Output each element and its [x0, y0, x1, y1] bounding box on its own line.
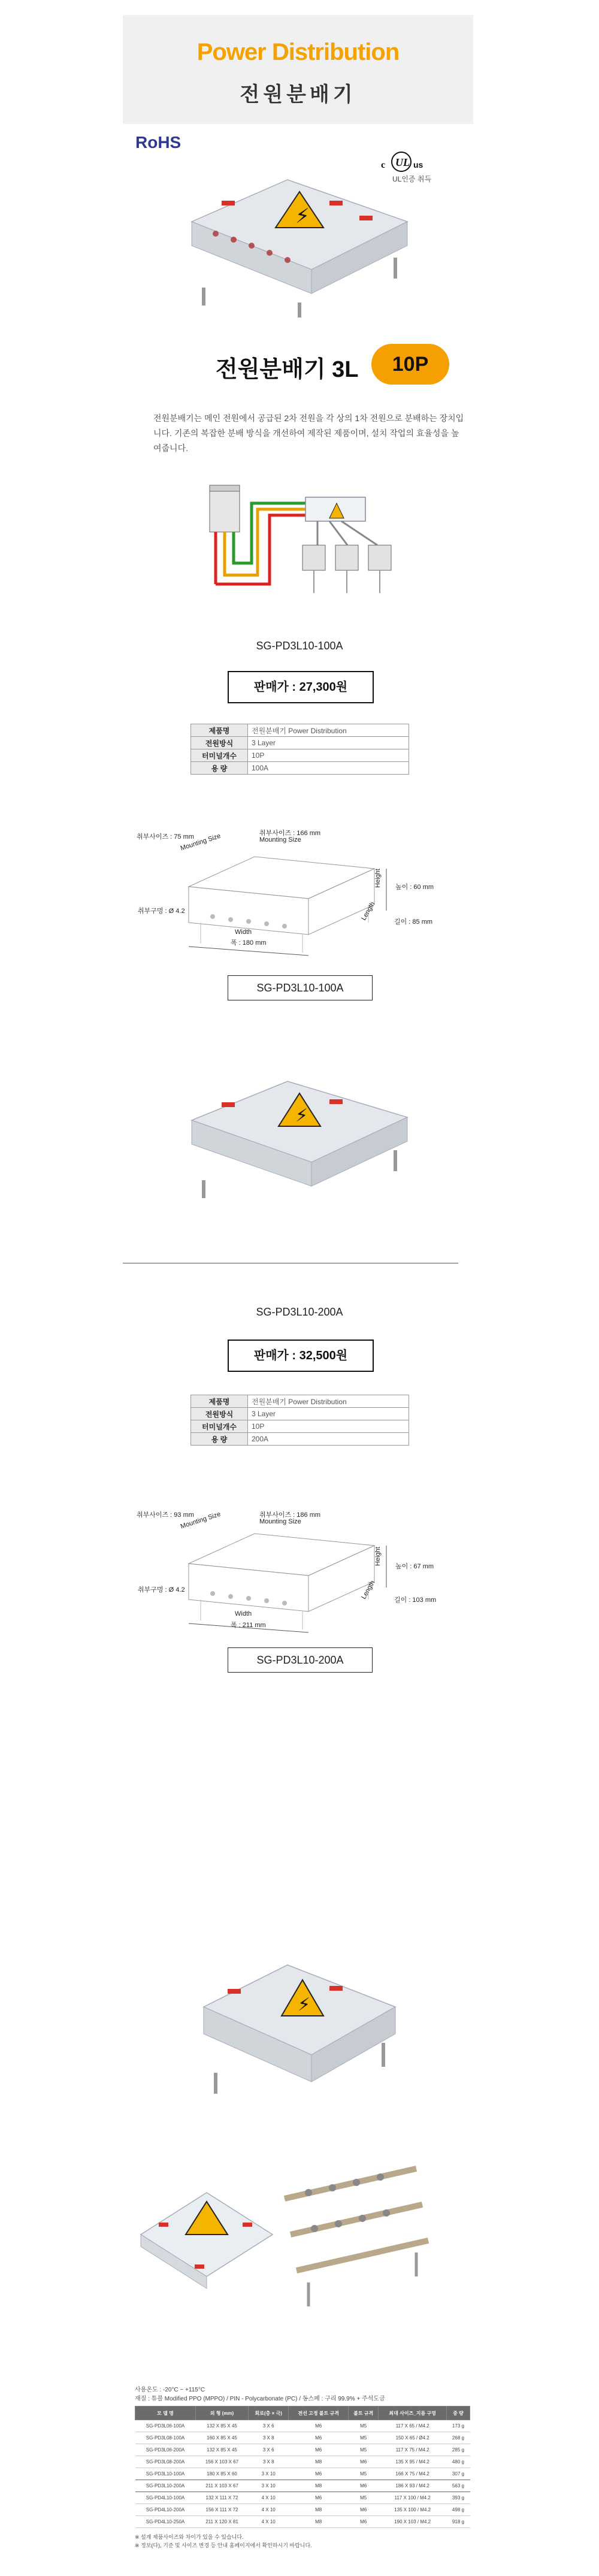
dim-width-en: Width: [235, 929, 252, 936]
table-row: [135, 2456, 470, 2468]
spec-row: [191, 1408, 409, 1420]
spec-value: 3 Layer: [248, 1408, 409, 1420]
cell: 3 X 8: [249, 2432, 289, 2444]
note-temp: 사용온도 : -20°C ~ +115°C: [135, 2387, 205, 2393]
cell: M6: [289, 2468, 349, 2480]
model1-price-label: 판매가: [253, 681, 289, 694]
dim-length-en: Length: [360, 900, 377, 922]
dim-mount-w: 취부사이즈 : 93 mm: [137, 1511, 194, 1519]
dim-width: 폭 : 180 mm: [231, 939, 267, 947]
dim-mount-l: 취부사이즈 : 186 mm: [259, 1511, 321, 1519]
spec-row: [191, 749, 409, 762]
cell: 117 X 75 / M4.2: [379, 2444, 447, 2456]
model1-spec-table: [190, 724, 409, 775]
svg-text:⚡: ⚡: [295, 1106, 308, 1126]
dim-mount-size: Mounting Size: [179, 832, 222, 852]
product-photo-hero: [180, 168, 419, 326]
spec-value: 전원분배기 Power Distribution: [248, 1395, 409, 1408]
dim-length: 길이 : 85 mm: [394, 918, 433, 926]
table-row-highlight: [135, 2468, 470, 2480]
cell: 132 X 111 X 72: [196, 2492, 249, 2504]
cell: 3 X 10: [249, 2468, 289, 2480]
dim-mount-size2: Mounting Size: [259, 836, 301, 843]
spec-key: 터미널개수: [191, 749, 248, 762]
cell: 132 X 85 X 45: [196, 2444, 249, 2456]
spec-value: 3 Layer: [248, 737, 409, 749]
spec-value: 200A: [248, 1433, 409, 1446]
dim-mount-size: Mounting Size: [179, 1510, 222, 1531]
cell: M6: [289, 2420, 349, 2432]
spec-key: 용 량: [191, 762, 248, 775]
cell: 180 X 85 X 60: [196, 2468, 249, 2480]
cell: 211 X 103 X 67: [196, 2480, 249, 2492]
cell: M8: [289, 2516, 349, 2528]
footnote-1: ※ 설계 제품사이즈와 차이가 있을 수 있습니다.: [135, 2534, 244, 2540]
dim-mount-w: 취부사이즈 : 75 mm: [137, 833, 194, 840]
col-header: 모 델 명: [135, 2406, 196, 2420]
dim-length: 길이 : 103 mm: [394, 1597, 437, 1604]
cell: 563 g: [446, 2480, 470, 2492]
spec-row: [191, 737, 409, 749]
spec-key: 제품명: [191, 724, 248, 737]
table-row: [135, 2444, 470, 2456]
cell: M6: [349, 2504, 379, 2516]
product-intro: 전원분배기는 메인 전원에서 공급된 2차 전원을 각 상의 1차 전원으로 분배하는 장치입니다. 기존의 복잡한 분배 방식을 개선하여 제작된 제품이며, 설치 작업의 효율성을 높여줍니다.: [153, 413, 464, 453]
cell: SG-PD3L08-200A: [135, 2456, 196, 2468]
cell: 135 X 100 / M4.2: [379, 2504, 447, 2516]
model1-price-box: [228, 671, 374, 703]
model2-spec-table: [190, 1395, 409, 1446]
cell: SG-PD3L10-200A: [135, 2480, 196, 2492]
table-row: [135, 2432, 470, 2444]
dim-hole: 취부구멍 : Ø 4.2: [138, 908, 185, 915]
cell: 3 X 6: [249, 2420, 289, 2432]
col-header: 최대 사이즈_지름 구멍: [379, 2406, 447, 2420]
table-row: [135, 2516, 470, 2528]
model-summary-table: [135, 2406, 470, 2528]
cell: M6: [289, 2492, 349, 2504]
cell: M8: [289, 2456, 349, 2468]
dim-mount-size2: Mounting Size: [259, 1518, 301, 1525]
col-header: 볼트 규격: [349, 2406, 379, 2420]
model2-price-box: [228, 1340, 374, 1372]
header-title-en: Power Distribution: [196, 39, 400, 65]
cell: 3 X 6: [249, 2444, 289, 2456]
model2-price-value: : 32,500원: [292, 1349, 348, 1362]
cell: M8: [289, 2504, 349, 2516]
spec-value: 100A: [248, 762, 409, 775]
cell: 4 X 10: [249, 2492, 289, 2504]
cell: 117 X 65 / M4.2: [379, 2420, 447, 2432]
cell: SG-PD4L10-100A: [135, 2492, 196, 2504]
cell: 190 X 103 / M4.2: [379, 2516, 447, 2528]
rohs-logo: RoHS: [135, 133, 181, 152]
svg-text:⚡: ⚡: [298, 1995, 311, 2015]
col-header: 전선 고정 볼트 규격: [289, 2406, 349, 2420]
spec-row: [191, 724, 409, 737]
cell: 918 g: [446, 2516, 470, 2528]
dim-width-en: Width: [235, 1610, 252, 1617]
cell: M8: [289, 2480, 349, 2492]
table-row-highlight: [135, 2480, 470, 2492]
cell: SG-PD4L10-250A: [135, 2516, 196, 2528]
cell: M6: [349, 2456, 379, 2468]
cell: 117 X 100 / M4.2: [379, 2492, 447, 2504]
cell: 156 X 111 X 72: [196, 2504, 249, 2516]
note-material: 재질 : 튜블 Modified PPO (MPPO) / PIN - Polycarbonate (PC) / 동스페 : 구리 99.9% + 주석도금: [135, 2396, 385, 2402]
spec-row: [191, 1395, 409, 1408]
cell: SG-PD3L06-100A: [135, 2420, 196, 2432]
dim-width: 폭 : 211 mm: [231, 1622, 266, 1629]
spec-key: 전원방식: [191, 737, 248, 749]
model2-sku-label: SG-PD3L10-200A: [228, 1647, 373, 1673]
spec-row: [191, 1420, 409, 1433]
header-title-ko: 전원분배기: [240, 83, 356, 106]
ul-c-mark: c: [381, 160, 386, 170]
cell: 160 X 85 X 45: [196, 2432, 249, 2444]
cell: 307 g: [446, 2468, 470, 2480]
cell: 166 X 75 / M4.2: [379, 2468, 447, 2480]
spec-value: 10P: [248, 749, 409, 762]
model2-sku-heading: SG-PD3L10-200A: [228, 1300, 371, 1324]
cell: 3 X 8: [249, 2456, 289, 2468]
ul-caption: UL인증 취득: [392, 175, 432, 183]
cell: M6: [349, 2480, 379, 2492]
cell: 211 X 120 X 81: [196, 2516, 249, 2528]
product-name: 전원분배기 3L: [216, 357, 359, 382]
footnote-2: ※ 정보(다), 기준 및 사이즈 변경 등 안내 홈페이지에서 확인하시기 바랍니다.: [135, 2542, 312, 2548]
svg-text:⚡: ⚡: [295, 205, 310, 228]
cell: M5: [349, 2468, 379, 2480]
cell: SG-PD3L08-100A: [135, 2432, 196, 2444]
spec-value: 전원분배기 Power Distribution: [248, 724, 409, 737]
cell: M5: [349, 2492, 379, 2504]
cell: M5: [349, 2444, 379, 2456]
cell: M5: [349, 2432, 379, 2444]
dim-length-en: Length: [360, 1579, 377, 1601]
cell: 135 X 95 / M4.2: [379, 2456, 447, 2468]
cell: M6: [289, 2432, 349, 2444]
spec-key: 전원방식: [191, 1408, 248, 1420]
cell: 132 X 85 X 45: [196, 2420, 249, 2432]
cell: SG-PD3L06-200A: [135, 2444, 196, 2456]
cell: 150 X 65 / Ø4.2: [379, 2432, 447, 2444]
dim-height-en: Height: [374, 1547, 382, 1566]
cell: 3 X 10: [249, 2480, 289, 2492]
dim-height: 높이 : 67 mm: [395, 1563, 434, 1570]
dim-hole: 취부구멍 : Ø 4.2: [138, 1586, 185, 1594]
cell: 498 g: [446, 2504, 470, 2516]
product-badge: 10P: [371, 344, 449, 385]
cell: M6: [289, 2444, 349, 2456]
col-header: 외 형 (mm): [196, 2406, 249, 2420]
col-header: 중 량: [446, 2406, 470, 2420]
spec-row: [191, 1433, 409, 1446]
table-row: [135, 2420, 470, 2432]
ul-us-mark: us: [413, 160, 423, 170]
spec-key: 용 량: [191, 1433, 248, 1446]
table-row: [135, 2492, 470, 2504]
page-header: [123, 15, 473, 124]
cell: SG-PD3L10-100A: [135, 2468, 196, 2480]
col-header: 회로(층 × 극): [249, 2406, 289, 2420]
cell: M6: [349, 2516, 379, 2528]
svg-text:UL: UL: [395, 156, 410, 168]
product-photo-model2: [192, 1947, 407, 2118]
cell: 173 g: [446, 2420, 470, 2432]
table-header-row: [135, 2406, 470, 2420]
cell: 480 g: [446, 2456, 470, 2468]
cell: 156 X 103 X 67: [196, 2456, 249, 2468]
spec-value: 10P: [248, 1420, 409, 1433]
cell: 285 g: [446, 2444, 470, 2456]
wiring-diagram: [204, 473, 407, 608]
dim-height-en: Height: [374, 869, 382, 888]
table-row: [135, 2504, 470, 2516]
model1-sku-heading: SG-PD3L10-100A: [228, 634, 371, 658]
spec-key: 터미널개수: [191, 1420, 248, 1433]
cell: 4 X 10: [249, 2504, 289, 2516]
product-photo-model1: [180, 1066, 419, 1213]
cell: 393 g: [446, 2492, 470, 2504]
spec-row: [191, 762, 409, 775]
model2-price-label: 판매가: [253, 1349, 289, 1362]
cell: 186 X 93 / M4.2: [379, 2480, 447, 2492]
cell: 4 X 10: [249, 2516, 289, 2528]
product-photo-exploded: [129, 2145, 440, 2327]
cell: 268 g: [446, 2432, 470, 2444]
cell: SG-PD4L10-200A: [135, 2504, 196, 2516]
dim-mount-l: 취부사이즈 : 166 mm: [259, 830, 321, 837]
model1-price-value: : 27,300원: [292, 681, 348, 694]
spec-key: 제품명: [191, 1395, 248, 1408]
dim-height: 높이 : 60 mm: [395, 884, 434, 891]
cell: M5: [349, 2420, 379, 2432]
model1-sku-label: SG-PD3L10-100A: [228, 975, 373, 1000]
